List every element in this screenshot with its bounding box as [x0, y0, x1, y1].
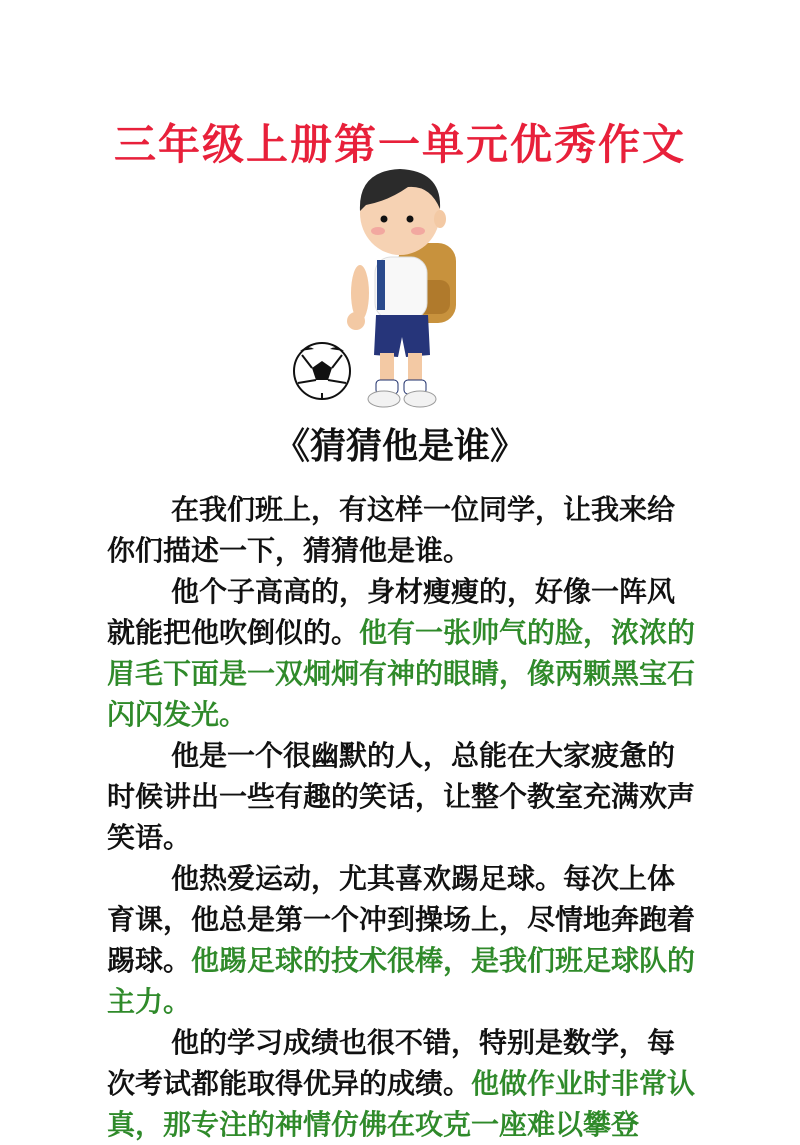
paragraph-text: 他个子高高的，身材瘦瘦的，好像一阵风就能把他吹倒似的。 [107, 575, 676, 649]
paragraph-text: 在我们班上，有这样一位同学，让我来给你们描述一下，猜猜他是谁。 [107, 493, 676, 567]
essay-paragraph-1 [107, 489, 697, 571]
page-title: 三年级上册第一单元优秀作文 [113, 120, 686, 169]
essay-paragraph-2 [107, 571, 697, 735]
paragraph-text: 他热爱运动，尤其喜欢踢足球。每次上体育课，他总是第一个冲到操场上，尽情地奔跑着踢球。 [107, 862, 696, 977]
essay-paragraph-3 [107, 735, 697, 858]
highlighted-text: 他做作业时非常认真，那专注的神情仿佛在攻克一座难以攀登 [107, 1067, 696, 1141]
boy-soccer-illustration [280, 165, 480, 415]
essay-paragraph-4 [107, 858, 697, 1022]
soccer-ball-icon [294, 343, 350, 399]
highlighted-text: 他踢足球的技术很棒，是我们班足球队的主力。 [107, 944, 696, 1018]
essay-paragraph-5 [107, 1022, 697, 1145]
essay-body [107, 489, 697, 1145]
essay-title: 《猜猜他是谁》 [273, 426, 526, 467]
paragraph-text: 他是一个很幽默的人，总能在大家疲惫的时候讲出一些有趣的笑话，让整个教室充满欢声笑语。 [107, 739, 696, 854]
paragraph-text: 他的学习成绩也很不错，特别是数学，每次考试都能取得优异的成绩。 [107, 1026, 676, 1100]
highlighted-text: 他有一张帅气的脸，浓浓的眉毛下面是一双炯炯有神的眼睛，像两颗黑宝石闪闪发光。 [107, 616, 696, 731]
